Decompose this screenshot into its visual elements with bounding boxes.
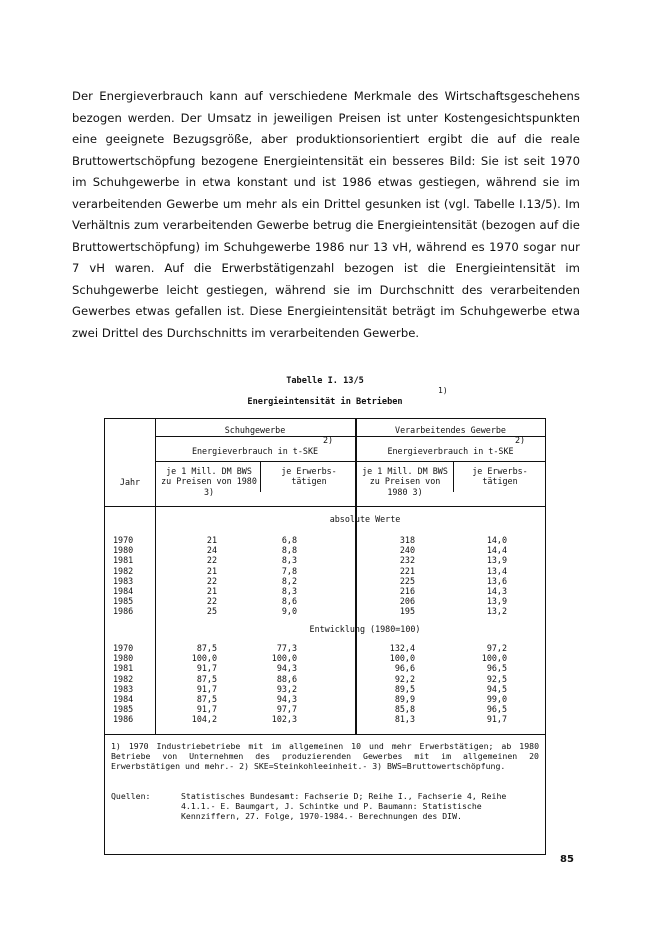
table-cell: 132,4 (389, 643, 415, 653)
table-cell: 22 (206, 555, 217, 566)
energy-intensity-table (104, 418, 546, 855)
table-cell: 96,5 (486, 704, 507, 715)
table-footnote: 1) 1970 Industriebetriebe mit im allgemeinen 10 und mehr Erwerbstätigen; ab 1980 Betriebe von Unternehmen des produzierenden Gewerbes mit im allgemeinen 20 Erwerbstätigen und mehr.- 2) SKE=Steinkohleeinheit.- 3) BWS=Bruttowertschöpfung. (111, 741, 539, 772)
table-cell: 94,5 (486, 683, 507, 694)
table-cell: 318 (399, 535, 415, 545)
subheader-energieverbrauch-schuh: Energieverbrauch in t-SKE (191, 446, 319, 456)
table-cell: 87,5 (196, 694, 217, 705)
header-verarb-erwerbstaetige: je Erwerbs- tätigen (472, 466, 528, 487)
table-cell: 9,0 (281, 606, 297, 617)
table-cell: 91,7 (486, 714, 507, 725)
table-cell: 22 (206, 596, 217, 607)
table-cell: 1985 (113, 704, 134, 715)
rule-under-header (105, 506, 545, 507)
table-label: Tabelle I. 13/5 (286, 376, 364, 386)
table-title: Energieintensität in Betrieben (247, 397, 403, 407)
table-cell: 8,2 (281, 575, 297, 586)
table-cell: 94,3 (276, 663, 297, 674)
table-cell: 195 (399, 606, 415, 617)
table-cell: 89,9 (394, 694, 415, 705)
body-paragraph: Der Energieverbrauch kann auf verschiedene Merkmale des Wirtschaftsgeschehens bezogen werden. Der Umsatz in jeweiligen Preisen ist unter Kostengesichtspunkten eine geeignete Bezugsgröße, aber produktionsorientiert ergibt die auf die reale Bruttowertschöpfung bezogene Energieintensität ein besseres Bild: Sie ist seit 1970 im Schuhgewerbe in etwa konstant und ist 1986 etwas gestiegen, während sie im verarbeitenden Gewerbe um mehr als ein Drittel gesunken ist (vgl. Tabelle I.13/5). Im Verhältnis zum verarbeitenden Gewerbe betrug die Energieintensität (bezogen auf die Bruttowertschöpfung) im Schuhgewerbe 1986 nur 13 vH, während es 1970 sogar nur 7 vH waren. Auf die Erwerbstätigenzahl bezogen ist die Energieintensität im Schuhgewerbe leicht gestiegen, während sie im Durchschnitt des verarbeitenden Gewerbes etwas gefallen ist. Diese Energieintensität beträgt im Schuhgewerbe etwa zwei Drittel des Durchschnitts im verarbeitenden Gewerbe. (72, 89, 580, 340)
table-cell: 221 (399, 565, 415, 576)
table-cell: 1970 (113, 535, 134, 545)
table-cell: 94,3 (276, 694, 297, 705)
table-cell: 1984 (113, 694, 134, 705)
table-cell: 13,6 (486, 575, 507, 586)
subheader-footnote-mark-2: 2) (515, 435, 526, 445)
idx-schuh-bws-column (165, 643, 217, 725)
table-cell: 1983 (113, 683, 134, 694)
table-cell: 1984 (113, 586, 134, 597)
table-cell: 96,5 (486, 663, 507, 674)
abs-verarb-erw-column (457, 535, 507, 617)
table-cell: 87,5 (196, 673, 217, 684)
table-cell: 8,8 (281, 545, 297, 556)
rule-after-year (155, 419, 156, 734)
table-cell: 92,5 (486, 673, 507, 684)
abs-schuh-erw-column (255, 535, 297, 617)
table-cell: 206 (399, 596, 415, 607)
table-cell: 24 (206, 545, 217, 556)
table-cell: 13,4 (486, 565, 507, 576)
table-cell: 1981 (113, 555, 134, 566)
header-schuhgewerbe: Schuhgewerbe (224, 425, 286, 435)
table-cell: 21 (206, 586, 217, 597)
table-title-footnote-mark: 1) (438, 386, 448, 395)
years-index (113, 643, 133, 725)
rule-schuh-subcols (260, 462, 261, 492)
table-cell: 1982 (113, 565, 134, 576)
table-cell: 14,4 (486, 545, 507, 556)
table-cell: 100,0 (481, 653, 507, 664)
rule-between-groups (355, 419, 357, 734)
table-cell: 216 (399, 586, 415, 597)
table-cell: 8,3 (281, 555, 297, 566)
header-verarbeitendes-gewerbe: Verarbeitendes Gewerbe (395, 425, 506, 435)
table-cell: 8,6 (281, 596, 297, 607)
table-cell: 225 (399, 575, 415, 586)
table-cell: 96,6 (394, 663, 415, 674)
table-cell: 232 (399, 555, 415, 566)
sources-label: Quellen: (111, 791, 151, 801)
rule-under-groups (155, 436, 545, 437)
table-cell: 77,3 (276, 643, 297, 653)
table-cell: 22 (206, 575, 217, 586)
table-cell: 8,3 (281, 586, 297, 597)
section-entwicklung: Entwicklung (1980=100) (309, 624, 421, 634)
table-cell: 240 (399, 545, 415, 556)
header-jahr: Jahr (119, 477, 141, 487)
table-cell: 14,3 (486, 586, 507, 597)
subheader-footnote-mark-1: 2) (323, 435, 334, 445)
table-cell: 97,2 (486, 643, 507, 653)
table-cell: 1981 (113, 663, 134, 674)
table-cell: 1980 (113, 545, 134, 556)
sources-text: Statistisches Bundesamt: Fachserie D; Reihe I., Fachserie 4, Reihe 4.1.1.- E. Baumgart, J. Schintke und P. Baumann: Statistische Kennziffern, 27. Folge, 1970-1984.- Berechnungen des DIW. (181, 791, 507, 822)
table-cell: 104,2 (191, 714, 217, 725)
table-cell: 1985 (113, 596, 134, 607)
table-cell: 6,8 (281, 535, 297, 545)
header-verarb-bws: je 1 Mill. DM BWS zu Preisen von 1980 3) (362, 466, 448, 497)
subheader-energieverbrauch-verarb: Energieverbrauch in t-SKE (387, 446, 514, 456)
table-cell: 14,0 (486, 535, 507, 545)
table-cell: 91,7 (196, 663, 217, 674)
rule-above-footnotes (105, 734, 545, 735)
table-cell: 87,5 (196, 643, 217, 653)
table-cell: 102,3 (271, 714, 297, 725)
rule-under-subheader (155, 461, 545, 462)
table-cell: 25 (206, 606, 217, 617)
table-cell: 92,2 (394, 673, 415, 684)
table-cell: 1983 (113, 575, 134, 586)
table-cell: 21 (206, 565, 217, 576)
years-absolute (113, 535, 133, 617)
table-cell: 81,3 (394, 714, 415, 725)
table-cell: 1986 (113, 714, 134, 725)
table-cell: 99,0 (486, 694, 507, 705)
table-cell: 93,2 (276, 683, 297, 694)
table-cell: 1970 (113, 643, 134, 653)
header-schuh-bws: je 1 Mill. DM BWS zu Preisen von 1980 3) (161, 466, 257, 497)
table-cell: 100,0 (271, 653, 297, 664)
table-cell: 85,8 (394, 704, 415, 715)
table-cell: 88,6 (276, 673, 297, 684)
section-absolute-werte: absolute Werte (329, 514, 401, 524)
table-cell: 21 (206, 535, 217, 545)
header-schuh-erwerbstaetige: je Erwerbs- tätigen (281, 466, 337, 487)
idx-verarb-erw-column (457, 643, 507, 725)
table-cell: 13,9 (486, 596, 507, 607)
idx-schuh-erw-column (255, 643, 297, 725)
table-cell: 100,0 (389, 653, 415, 664)
table-cell: 7,8 (281, 565, 297, 576)
table-cell: 13,2 (486, 606, 507, 617)
table-cell: 91,7 (196, 683, 217, 694)
abs-schuh-bws-column (165, 535, 217, 617)
table-cell: 13,9 (486, 555, 507, 566)
abs-verarb-bws-column (361, 535, 415, 617)
table-cell: 1980 (113, 653, 134, 664)
table-cell: 89,5 (394, 683, 415, 694)
rule-verarb-subcols (453, 462, 454, 492)
table-cell: 91,7 (196, 704, 217, 715)
table-cell: 1986 (113, 606, 134, 617)
table-cell: 100,0 (191, 653, 217, 664)
table-cell: 97,7 (276, 704, 297, 715)
page-number: 85 (560, 854, 574, 865)
table-cell: 1982 (113, 673, 134, 684)
idx-verarb-bws-column (361, 643, 415, 725)
